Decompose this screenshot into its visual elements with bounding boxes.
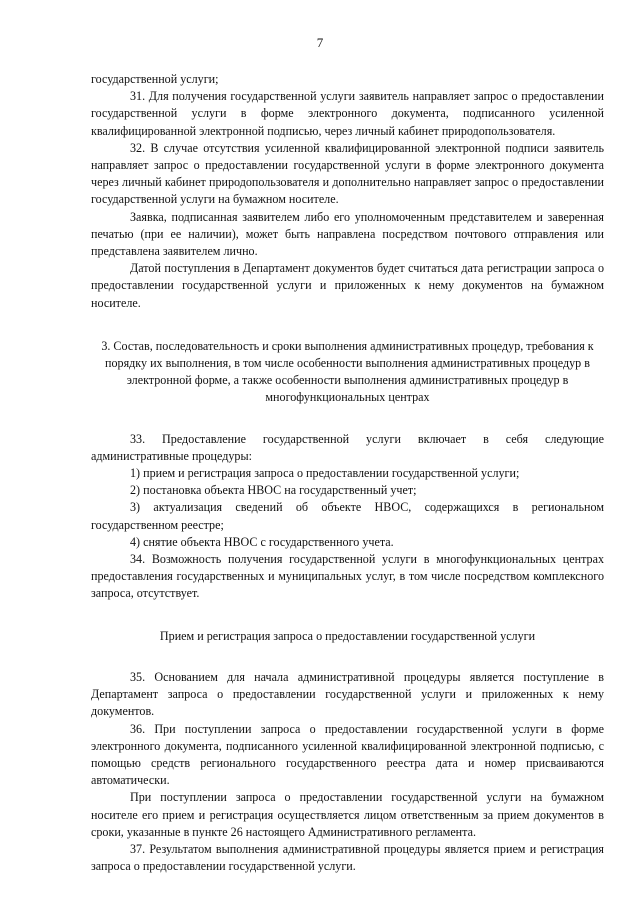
paragraph-37: 37. Результатом выполнения административной процедуры является прием и регистрация запроса о предоставлении государственной услуги. [91,841,604,874]
paragraph-31: 31. Для получения государственной услуги заявитель направляет запрос о предоставлении государственной услуги в форме электронного документа, подписанного усиленной квалифицированной электронной подписью, через личный кабинет природопользователя. [91,89,604,138]
paragraph-32: 32. В случае отсутствия усиленной квалифицированной электронной подписи заявитель направляет запрос о предоставлении государственной услуги в форме электронного документа через личный кабинет природопользователя и дополнительно направляет запрос о предоставлении государственной услуги на бумажном носителе. [91,140,604,207]
paragraph-continuation: государственной услуги; [91,72,219,86]
subsection-heading: Прием и регистрация запроса о предоставлении государственной услуги [159,628,536,643]
list-item-2: 2) постановка объекта НВОС на государственный учет; [130,483,417,498]
paragraph-paper-receipt: При поступлении запроса о предоставлении государственной услуги на бумажном носителе его прием и регистрация осуществляется лицом ответственным за прием документов в сроки, указанные в пункте 26 настоящего Административного регламента. [91,790,604,839]
list-item-1: 1) прием и регистрация запроса о предоставлении государственной услуги; [130,466,520,481]
list-item-4: 4) снятие объекта НВОС с государственного учета. [130,534,394,549]
paragraph-34: 34. Возможность получения государственной услуги в многофункциональных центрах предоставления государственных и муниципальных услуг, в том числе посредством комплексного запроса, отсутствует. [91,552,604,601]
section-heading-3: 3. Состав, последовательность и сроки выполнения административных процедур, требования к порядку их выполнения, в том числе особенности выполнения административных процедур в электронной форме, а также особенности выполнения административных процедур в многофункциональных центрах [101,338,594,405]
list-item-3: 3) актуализация сведений об объекте НВОС, содержащихся в региональном государственном реестре; [91,500,604,532]
page-number: 7 [316,35,324,50]
paragraph-receipt-date: Датой поступления в Департамент документов будет считаться дата регистрации запроса о предоставлении государственной услуги и приложенных к нему документов на бумажном носителе. [91,261,604,310]
paragraph-36: 36. При поступлении запроса о предоставлении государственной услуги в форме электронного документа, подписанного усиленной квалифицированной электронной подписью, с помощью средств регионального государственного реестра дата и номер присваиваются автоматически. [91,721,604,788]
paragraph-application: Заявка, подписанная заявителем либо его уполномоченным представителем и заверенная печатью (при ее наличии), может быть направлена посредством почтового отправления или представлена заявителем лично. [91,209,604,259]
paragraph-35: 35. Основанием для начала административной процедуры является поступление в Департамент запроса о предоставлении государственной услуги и приложенных к нему документов. [91,669,604,719]
paragraph-33: 33. Предоставление государственной услуги включает в себя следующие административные процедуры: [91,431,604,463]
document-body [91,71,604,875]
